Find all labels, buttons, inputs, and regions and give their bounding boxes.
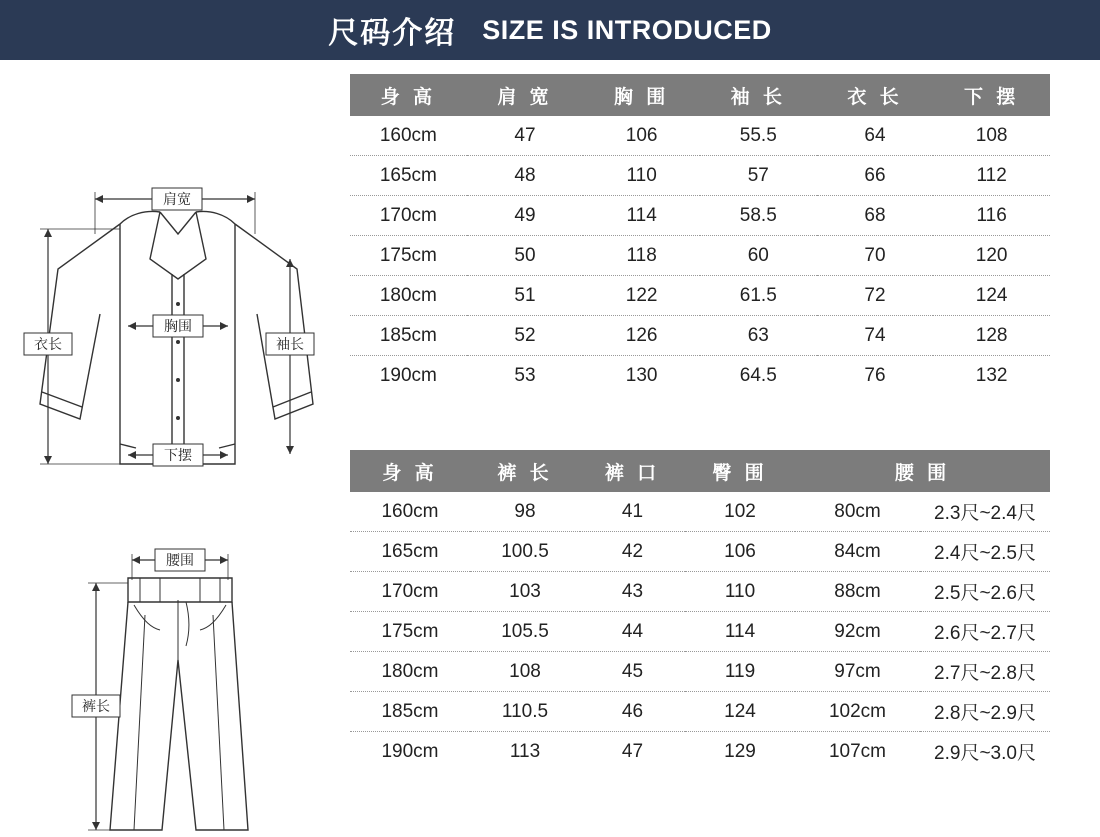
cell: 60	[700, 236, 817, 276]
cell: 165cm	[350, 156, 467, 196]
cell: 50	[467, 236, 584, 276]
table-row	[350, 492, 1050, 532]
cell: 47	[467, 116, 584, 156]
table-row	[350, 692, 1050, 732]
table-row	[350, 316, 1050, 356]
column-header: 臀 围	[685, 450, 795, 492]
cell: 48	[467, 156, 584, 196]
cell: 106	[685, 532, 795, 572]
cell: 110	[583, 156, 700, 196]
cell: 92cm	[795, 612, 920, 652]
cell: 120	[933, 236, 1050, 276]
cell: 47	[621, 740, 644, 762]
cell: 49	[467, 196, 584, 236]
cell: 2.8尺~2.9尺	[920, 692, 1050, 732]
cell: 68	[817, 196, 934, 236]
cell: 58.5	[700, 196, 817, 236]
table-row	[350, 156, 1050, 196]
cell: 80cm	[795, 492, 920, 532]
cell: 114	[685, 612, 795, 652]
cell: 64.5	[739, 364, 777, 386]
cell: 72	[817, 276, 934, 316]
table-row	[350, 732, 1050, 772]
cell: 108	[933, 116, 1050, 156]
cell: 105.5	[470, 612, 580, 652]
page-title-cn: 尺码介绍	[328, 17, 457, 50]
cell: 175cm	[350, 612, 470, 652]
cell: 124	[685, 692, 795, 732]
cell: 160cm	[350, 116, 467, 156]
cell: 2.7尺~2.8尺	[920, 652, 1050, 692]
table-row	[350, 196, 1050, 236]
cell: 102cm	[795, 692, 920, 732]
cell: 45	[580, 652, 685, 692]
cell: 44	[580, 612, 685, 652]
column-header: 腰 围	[795, 450, 1050, 492]
cell: 124	[933, 276, 1050, 316]
cell: 76	[864, 364, 886, 386]
cell: 98	[470, 492, 580, 532]
cell: 74	[817, 316, 934, 356]
cell: 2.4尺~2.5尺	[920, 532, 1050, 572]
cell: 107cm	[828, 740, 887, 762]
cell: 128	[933, 316, 1050, 356]
shirt-label-length: 衣长	[34, 336, 62, 352]
cell: 132	[975, 364, 1008, 386]
column-header: 裤 长	[470, 450, 580, 492]
cell: 42	[580, 532, 685, 572]
pants-size-table	[350, 450, 1050, 771]
cell: 46	[580, 692, 685, 732]
pants-figure	[0, 450, 350, 837]
cell: 170cm	[350, 572, 470, 612]
cell: 130	[625, 364, 658, 386]
shirt-section	[0, 60, 1100, 463]
cell: 110	[685, 572, 795, 612]
cell: 108	[470, 652, 580, 692]
shirt-figure	[0, 74, 350, 463]
cell: 70	[817, 236, 934, 276]
cell: 63	[700, 316, 817, 356]
cell: 66	[817, 156, 934, 196]
table-row	[350, 572, 1050, 612]
cell: 51	[467, 276, 584, 316]
column-header: 身 高	[350, 74, 467, 116]
table-row	[350, 652, 1050, 692]
cell: 129	[724, 740, 756, 762]
table-row	[350, 276, 1050, 316]
table-row	[350, 116, 1050, 156]
cell: 190cm	[379, 364, 437, 386]
cell: 84cm	[795, 532, 920, 572]
cell: 64	[817, 116, 934, 156]
cell: 116	[933, 196, 1050, 236]
cell: 110.5	[470, 692, 580, 732]
cell: 2.5尺~2.6尺	[920, 572, 1050, 612]
cell: 100.5	[470, 532, 580, 572]
page-title-en: SIZE IS INTRODUCED	[482, 14, 772, 45]
pants-section	[0, 450, 1100, 837]
cell: 57	[700, 156, 817, 196]
cell: 122	[583, 276, 700, 316]
shirt-label-hem: 下摆	[164, 447, 192, 463]
cell: 41	[580, 492, 685, 532]
page-header	[0, 0, 1100, 60]
cell: 170cm	[350, 196, 467, 236]
cell: 180cm	[350, 276, 467, 316]
column-header: 胸 围	[583, 74, 700, 116]
cell: 106	[583, 116, 700, 156]
table-header-row	[350, 74, 1050, 116]
cell: 113	[509, 740, 541, 762]
cell: 190cm	[381, 740, 439, 762]
cell: 52	[467, 316, 584, 356]
shirt-label-shoulder: 肩宽	[163, 191, 191, 207]
table-row	[350, 612, 1050, 652]
cell: 97cm	[795, 652, 920, 692]
column-header: 衣 长	[817, 74, 934, 116]
column-header: 肩 宽	[467, 74, 584, 116]
column-header: 下 摆	[933, 74, 1050, 116]
cell: 119	[685, 652, 795, 692]
cell: 165cm	[350, 532, 470, 572]
table-row	[350, 356, 1050, 396]
cell: 2.3尺~2.4尺	[920, 492, 1050, 532]
cell: 118	[583, 236, 700, 276]
table-header-row	[350, 450, 1050, 492]
pants-diagram	[0, 450, 350, 837]
cell: 180cm	[350, 652, 470, 692]
shirt-size-table	[350, 74, 1050, 395]
cell: 185cm	[350, 316, 467, 356]
column-header: 裤 口	[580, 450, 685, 492]
cell: 114	[583, 196, 700, 236]
pants-table-container	[350, 450, 1100, 837]
cell: 102	[685, 492, 795, 532]
cell: 61.5	[700, 276, 817, 316]
cell: 55.5	[700, 116, 817, 156]
pants-label-waist: 腰围	[166, 552, 194, 568]
shirt-label-sleeve: 袖长	[276, 336, 304, 352]
cell: 126	[583, 316, 700, 356]
cell: 103	[470, 572, 580, 612]
cell: 53	[514, 364, 536, 386]
cell: 185cm	[350, 692, 470, 732]
cell: 112	[933, 156, 1050, 196]
table-row	[350, 532, 1050, 572]
cell: 175cm	[350, 236, 467, 276]
cell: 88cm	[795, 572, 920, 612]
cell: 43	[580, 572, 685, 612]
pants-label-length: 裤长	[82, 698, 110, 714]
column-header: 身 高	[350, 450, 470, 492]
cell: 2.6尺~2.7尺	[920, 612, 1050, 652]
cell: 160cm	[350, 492, 470, 532]
column-header: 袖 长	[700, 74, 817, 116]
shirt-diagram	[0, 74, 350, 463]
shirt-label-chest: 胸围	[164, 318, 192, 334]
table-row	[350, 236, 1050, 276]
shirt-table-container	[350, 74, 1100, 450]
cell: 2.9尺~3.0尺	[934, 743, 1036, 764]
